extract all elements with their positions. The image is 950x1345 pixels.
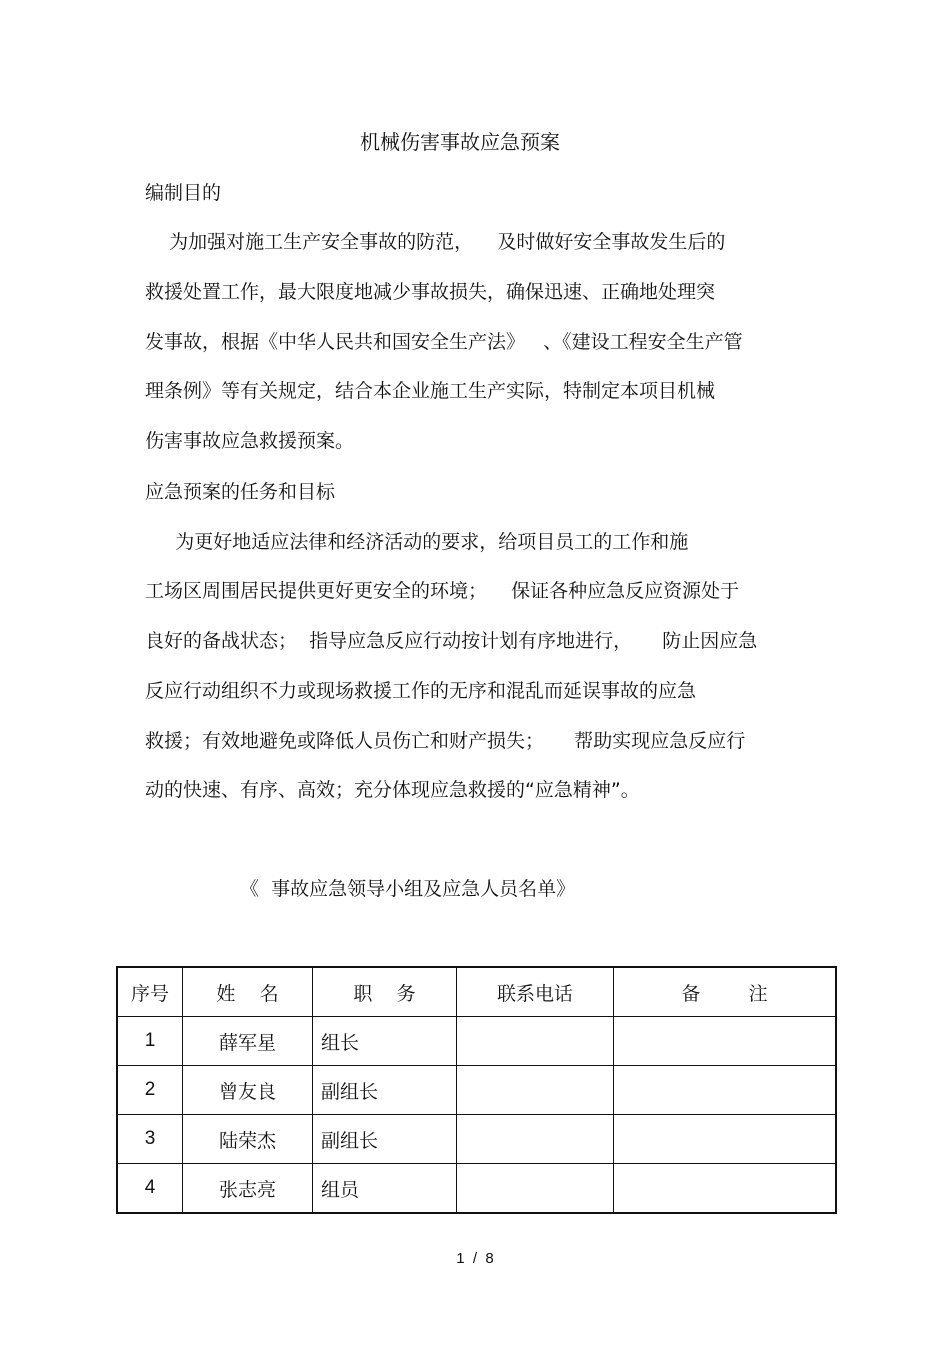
cell-name: 张志亮 [183,1164,313,1214]
cell-remarks [614,1066,837,1115]
paragraph-line: 工场区周围居民提供更好更安全的环境； 保证各种应急反应资源处于 [145,580,740,602]
table-row [117,1066,836,1115]
table-header-row [117,967,836,1017]
table-title: 《 事故应急领导小组及应急人员名单》 [240,878,576,900]
paragraph-line: 救援处置工作，最大限度地减少事故损失，确保迅速、正确地处理突 [145,281,716,303]
paragraph-line: 为加强对施工生产安全事故的防范， 及时做好安全事故发生后的 [145,231,726,253]
cell-name: 陆荣杰 [183,1115,313,1164]
header-position: 职 务 [313,967,457,1017]
paragraph-line: 良好的备战状态； 指导应急反应行动按计划有序地进行， 防止因应急 [145,630,758,652]
page-title: 机械伤害事故应急预案 [360,130,560,154]
table-row [117,1017,836,1066]
cell-position: 组长 [313,1017,457,1066]
table-row [117,1164,836,1214]
cell-position: 组员 [313,1164,457,1214]
page-number: 1 / 8 [456,1250,494,1267]
paragraph-line: 救援；有效地避免或降低人员伤亡和财产损失； 帮助实现应急反应行 [145,730,746,752]
paragraph-line: 反应行动组织不力或现场救援工作的无序和混乱而延误事故的应急 [145,680,697,702]
cell-number: 2 [117,1066,183,1115]
paragraph-line: 发事故，根据《中华人民共和国安全生产法》 、《建设工程安全生产管 [145,331,743,353]
cell-name: 曾友良 [183,1066,313,1115]
cell-number: 4 [117,1164,183,1214]
cell-number: 3 [117,1115,183,1164]
cell-remarks [614,1164,837,1214]
table-row [117,1115,836,1164]
header-phone: 联系电话 [457,967,614,1017]
personnel-table [116,966,837,1214]
cell-remarks [614,1017,837,1066]
paragraph-line: 动的快速、有序、高效；充分体现应急救援的“应急精神”。 [145,779,640,801]
cell-phone [457,1066,614,1115]
section-heading-tasks: 应急预案的任务和目标 [145,481,336,503]
cell-phone [457,1164,614,1214]
paragraph-line: 为更好地适应法律和经济活动的要求，给项目员工的工作和施 [145,531,689,553]
section-heading-purpose: 编制目的 [145,182,222,204]
cell-position: 副组长 [313,1066,457,1115]
cell-position: 副组长 [313,1115,457,1164]
cell-remarks [614,1115,837,1164]
paragraph-line: 理条例》等有关规定，结合本企业施工生产实际，特制定本项目机械 [145,380,716,402]
cell-phone [457,1115,614,1164]
cell-number: 1 [117,1017,183,1066]
cell-phone [457,1017,614,1066]
header-name: 姓 名 [183,967,313,1017]
header-remarks: 备 注 [614,967,837,1017]
header-number: 序号 [117,967,183,1017]
cell-name: 薛军星 [183,1017,313,1066]
paragraph-line: 伤害事故应急救援预案。 [145,430,355,452]
